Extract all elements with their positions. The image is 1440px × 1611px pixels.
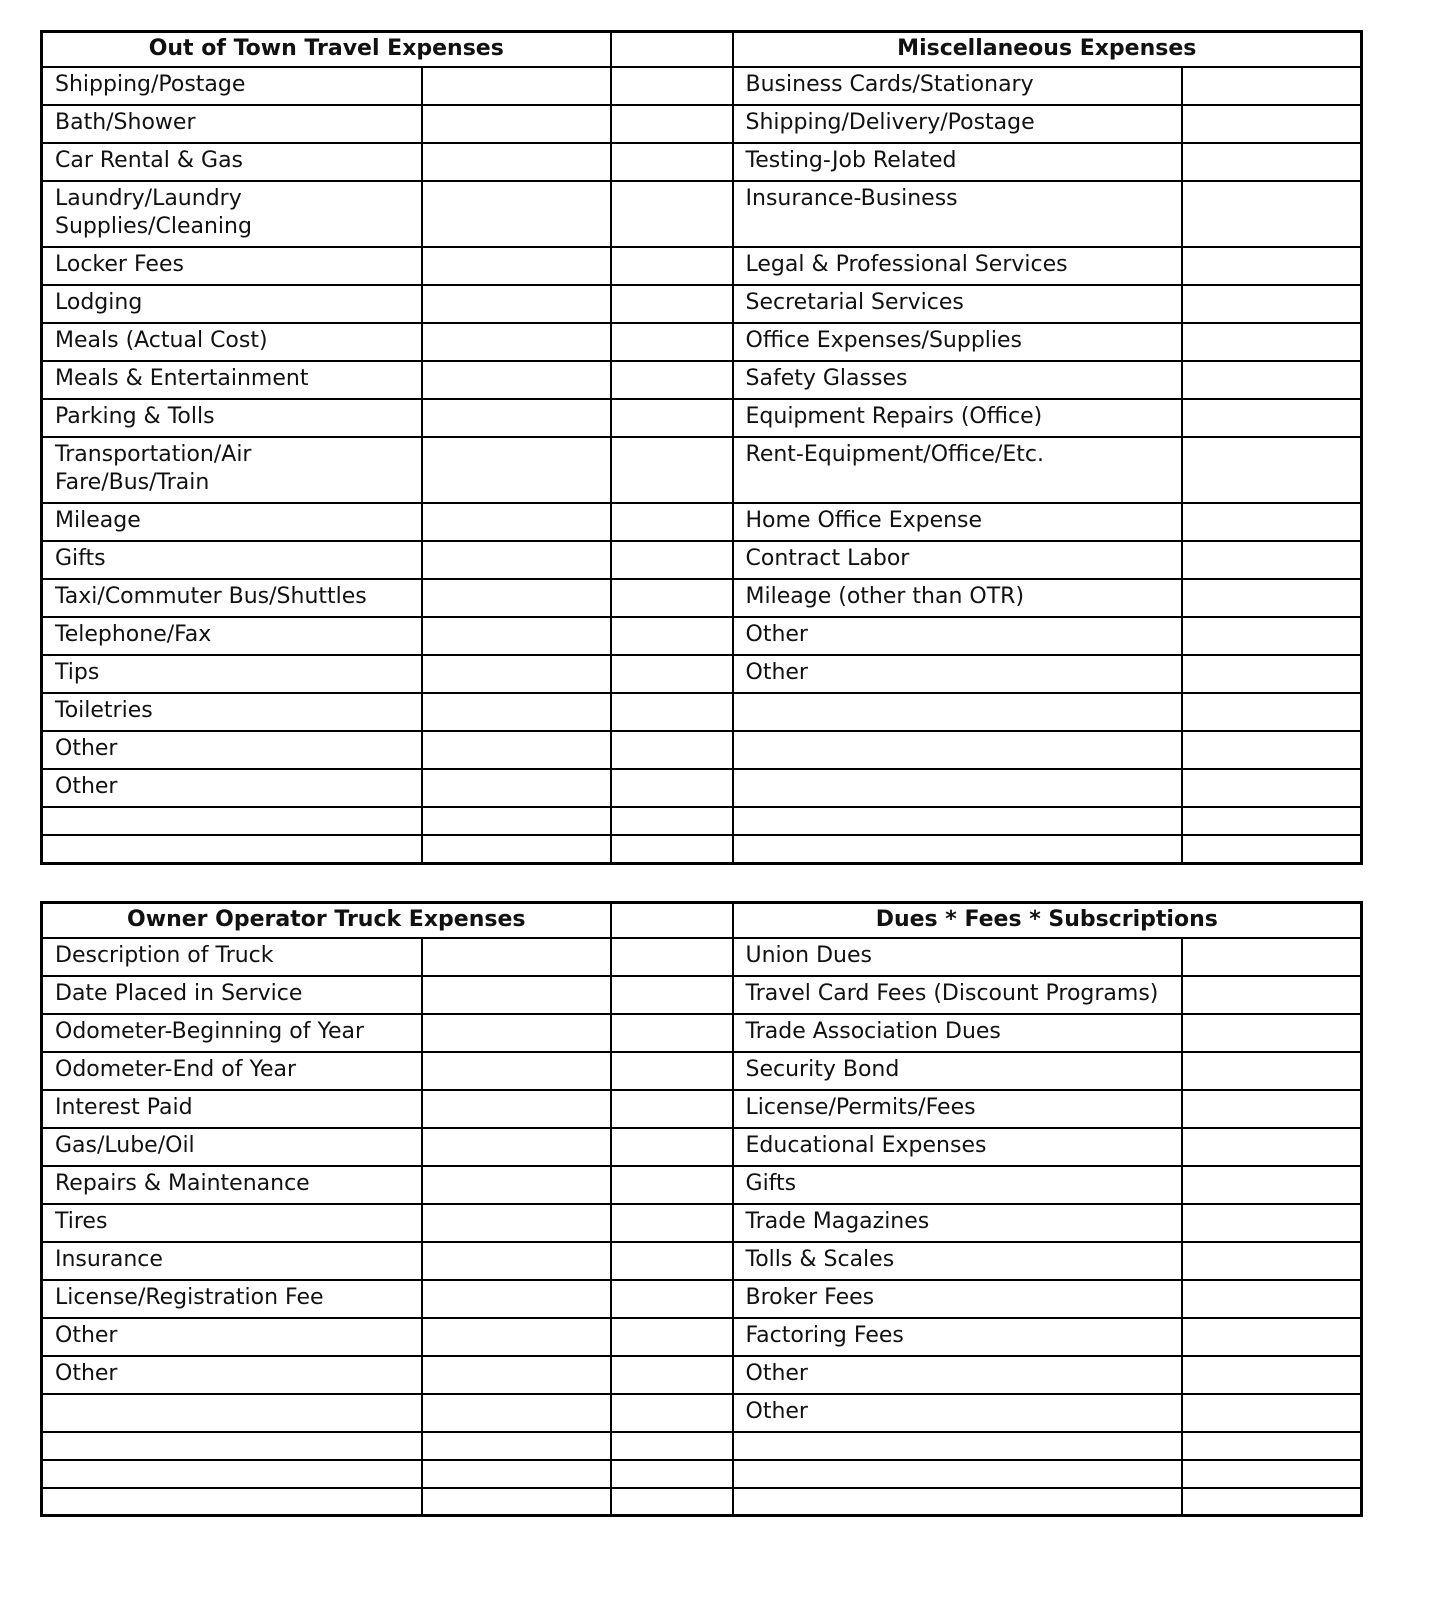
section-title-dues-fees-subscriptions: Dues * Fees * Subscriptions (733, 902, 1362, 938)
expense-label-cell: Broker Fees (733, 1280, 1182, 1318)
expense-amount-cell (1182, 1394, 1362, 1432)
expense-row (42, 399, 1362, 437)
expense-row (42, 1166, 1362, 1204)
expense-label-cell: Repairs & Maintenance (42, 1166, 422, 1204)
expense-row (42, 105, 1362, 143)
expense-row (42, 807, 1362, 835)
expense-amount-cell (422, 938, 611, 976)
expense-label-cell: Testing-Job Related (733, 143, 1182, 181)
expense-amount-cell (1182, 503, 1362, 541)
expense-label-cell: Other (733, 617, 1182, 655)
column-gap (611, 731, 733, 769)
expense-amount-cell (1182, 617, 1362, 655)
expense-label-cell: Security Bond (733, 1052, 1182, 1090)
expense-amount-cell (1182, 1356, 1362, 1394)
expense-label-cell (733, 1488, 1182, 1516)
expense-amount-cell (1182, 1488, 1362, 1516)
expense-amount-cell (422, 1204, 611, 1242)
expense-amount-cell (1182, 655, 1362, 693)
expense-label-cell: Factoring Fees (733, 1318, 1182, 1356)
expense-label-cell (733, 1460, 1182, 1488)
expense-row (42, 503, 1362, 541)
expense-amount-cell (1182, 731, 1362, 769)
column-gap (611, 617, 733, 655)
expense-amount-cell (1182, 1242, 1362, 1280)
expense-row (42, 1460, 1362, 1488)
column-gap (611, 1204, 733, 1242)
expense-row (42, 181, 1362, 247)
column-gap (611, 361, 733, 399)
expense-label-cell: Mileage (42, 503, 422, 541)
column-gap (611, 1488, 733, 1516)
column-gap (611, 1128, 733, 1166)
expense-amount-cell (1182, 1128, 1362, 1166)
expense-amount-cell (422, 1128, 611, 1166)
expense-label-cell: Lodging (42, 285, 422, 323)
expense-amount-cell (422, 976, 611, 1014)
column-gap (611, 1052, 733, 1090)
expense-label-cell (733, 1432, 1182, 1460)
expense-amount-cell (422, 181, 611, 247)
expense-amount-cell (422, 731, 611, 769)
expense-label-cell: Mileage (other than OTR) (733, 579, 1182, 617)
expense-amount-cell (422, 1280, 611, 1318)
expense-amount-cell (1182, 247, 1362, 285)
expense-label-cell: Other (733, 655, 1182, 693)
expense-label-cell: Gifts (42, 541, 422, 579)
expense-amount-cell (1182, 769, 1362, 807)
expense-label-cell: Travel Card Fees (Discount Programs) (733, 976, 1182, 1014)
expense-amount-cell (1182, 437, 1362, 503)
section-header-row (42, 32, 1362, 68)
expense-amount-cell (422, 285, 611, 323)
expense-amount-cell (422, 579, 611, 617)
column-gap (611, 1242, 733, 1280)
column-gap (611, 902, 733, 938)
expense-amount-cell (1182, 1280, 1362, 1318)
expense-amount-cell (422, 1166, 611, 1204)
column-gap (611, 541, 733, 579)
expense-amount-cell (1182, 285, 1362, 323)
expense-amount-cell (422, 1318, 611, 1356)
expense-amount-cell (422, 1090, 611, 1128)
expense-row (42, 143, 1362, 181)
expense-amount-cell (422, 1052, 611, 1090)
expense-amount-cell (422, 361, 611, 399)
expense-label-cell: Locker Fees (42, 247, 422, 285)
expense-row (42, 323, 1362, 361)
column-gap (611, 835, 733, 863)
expense-amount-cell (422, 1460, 611, 1488)
expense-row (42, 1432, 1362, 1460)
expense-amount-cell (422, 1356, 611, 1394)
expense-row (42, 976, 1362, 1014)
expense-label-cell: Shipping/Delivery/Postage (733, 105, 1182, 143)
section-title-miscellaneous: Miscellaneous Expenses (733, 32, 1362, 68)
expense-amount-cell (1182, 835, 1362, 863)
section-title-owner-operator-truck: Owner Operator Truck Expenses (42, 902, 611, 938)
expense-row (42, 938, 1362, 976)
column-gap (611, 807, 733, 835)
expense-label-cell: Toiletries (42, 693, 422, 731)
expense-amount-cell (1182, 1460, 1362, 1488)
table-truck-and-dues-expenses (40, 901, 1363, 1518)
expense-row (42, 1128, 1362, 1166)
expense-amount-cell (1182, 976, 1362, 1014)
table-travel-and-misc-expenses (40, 30, 1363, 865)
expense-label-cell (733, 835, 1182, 863)
expense-amount-cell (422, 437, 611, 503)
expense-amount-cell (422, 769, 611, 807)
column-gap (611, 1090, 733, 1128)
expense-amount-cell (422, 617, 611, 655)
expense-label-cell (733, 807, 1182, 835)
column-gap (611, 143, 733, 181)
expense-amount-cell (422, 541, 611, 579)
column-gap (611, 693, 733, 731)
expense-amount-cell (1182, 1052, 1362, 1090)
expense-amount-cell (1182, 323, 1362, 361)
expense-label-cell: Tolls & Scales (733, 1242, 1182, 1280)
expense-amount-cell (1182, 399, 1362, 437)
expense-row (42, 247, 1362, 285)
expense-label-cell: Other (42, 731, 422, 769)
expense-label-cell: Shipping/Postage (42, 67, 422, 105)
expense-label-cell (733, 693, 1182, 731)
expense-row (42, 1242, 1362, 1280)
expense-amount-cell (1182, 541, 1362, 579)
section-header-row (42, 902, 1362, 938)
column-gap (611, 181, 733, 247)
expense-label-cell: Meals (Actual Cost) (42, 323, 422, 361)
expense-label-cell: Laundry/Laundry Supplies/Cleaning (42, 181, 422, 247)
expense-label-cell (42, 1394, 422, 1432)
expense-row (42, 1394, 1362, 1432)
column-gap (611, 655, 733, 693)
expense-label-cell: Office Expenses/Supplies (733, 323, 1182, 361)
expense-amount-cell (1182, 1090, 1362, 1128)
expense-amount-cell (1182, 807, 1362, 835)
expense-amount-cell (422, 105, 611, 143)
expense-amount-cell (1182, 938, 1362, 976)
expense-row (42, 617, 1362, 655)
column-gap (611, 938, 733, 976)
expense-amount-cell (1182, 693, 1362, 731)
column-gap (611, 1014, 733, 1052)
expense-label-cell: Transportation/Air Fare/Bus/Train (42, 437, 422, 503)
expense-label-cell: License/Permits/Fees (733, 1090, 1182, 1128)
column-gap (611, 399, 733, 437)
expense-label-cell: Contract Labor (733, 541, 1182, 579)
expense-label-cell: Bath/Shower (42, 105, 422, 143)
expense-row (42, 1204, 1362, 1242)
column-gap (611, 1166, 733, 1204)
expense-amount-cell (422, 835, 611, 863)
expense-label-cell: Other (42, 769, 422, 807)
expense-amount-cell (1182, 1432, 1362, 1460)
expense-row (42, 579, 1362, 617)
expense-label-cell: Date Placed in Service (42, 976, 422, 1014)
expense-amount-cell (422, 1242, 611, 1280)
expense-label-cell: Educational Expenses (733, 1128, 1182, 1166)
expense-label-cell: Secretarial Services (733, 285, 1182, 323)
expense-label-cell (733, 769, 1182, 807)
expense-label-cell: Tips (42, 655, 422, 693)
expense-label-cell: Home Office Expense (733, 503, 1182, 541)
column-gap (611, 579, 733, 617)
expense-amount-cell (422, 1488, 611, 1516)
expense-amount-cell (1182, 1014, 1362, 1052)
expense-label-cell (42, 1432, 422, 1460)
expense-row (42, 285, 1362, 323)
expense-label-cell: Other (42, 1356, 422, 1394)
expense-amount-cell (1182, 361, 1362, 399)
column-gap (611, 1432, 733, 1460)
expense-amount-cell (422, 1394, 611, 1432)
expense-label-cell: Interest Paid (42, 1090, 422, 1128)
expense-amount-cell (422, 1014, 611, 1052)
expense-label-cell: Taxi/Commuter Bus/Shuttles (42, 579, 422, 617)
expense-label-cell: Safety Glasses (733, 361, 1182, 399)
expense-row (42, 1052, 1362, 1090)
expense-row (42, 437, 1362, 503)
section-title-out-of-town-travel: Out of Town Travel Expenses (42, 32, 611, 68)
expense-amount-cell (422, 143, 611, 181)
expense-row (42, 655, 1362, 693)
expense-amount-cell (422, 1432, 611, 1460)
expense-label-cell: Equipment Repairs (Office) (733, 399, 1182, 437)
expense-label-cell: Odometer-End of Year (42, 1052, 422, 1090)
expense-label-cell: Legal & Professional Services (733, 247, 1182, 285)
expense-label-cell: Trade Magazines (733, 1204, 1182, 1242)
expense-amount-cell (1182, 67, 1362, 105)
column-gap (611, 247, 733, 285)
expense-label-cell (42, 835, 422, 863)
expense-label-cell: Telephone/Fax (42, 617, 422, 655)
expense-row (42, 731, 1362, 769)
expense-label-cell: Car Rental & Gas (42, 143, 422, 181)
expense-label-cell: Odometer-Beginning of Year (42, 1014, 422, 1052)
expense-label-cell: Other (733, 1356, 1182, 1394)
expense-row (42, 1090, 1362, 1128)
expense-label-cell (42, 1460, 422, 1488)
expense-label-cell: Trade Association Dues (733, 1014, 1182, 1052)
expense-amount-cell (1182, 1166, 1362, 1204)
expense-row (42, 67, 1362, 105)
expense-label-cell: Other (733, 1394, 1182, 1432)
expense-amount-cell (1182, 143, 1362, 181)
expense-row (42, 769, 1362, 807)
expense-row (42, 1356, 1362, 1394)
expense-amount-cell (1182, 1318, 1362, 1356)
expense-amount-cell (422, 323, 611, 361)
expense-label-cell: Gas/Lube/Oil (42, 1128, 422, 1166)
expense-amount-cell (422, 503, 611, 541)
expense-row (42, 361, 1362, 399)
column-gap (611, 105, 733, 143)
expense-label-cell: Rent-Equipment/Office/Etc. (733, 437, 1182, 503)
expense-amount-cell (422, 247, 611, 285)
expense-label-cell: Union Dues (733, 938, 1182, 976)
expense-amount-cell (422, 67, 611, 105)
column-gap (611, 1460, 733, 1488)
expense-label-cell: Description of Truck (42, 938, 422, 976)
expense-label-cell (42, 807, 422, 835)
expense-amount-cell (422, 693, 611, 731)
expense-amount-cell (1182, 181, 1362, 247)
expense-label-cell: Tires (42, 1204, 422, 1242)
column-gap (611, 976, 733, 1014)
expense-row (42, 693, 1362, 731)
expense-row (42, 1280, 1362, 1318)
expense-label-cell: Parking & Tolls (42, 399, 422, 437)
column-gap (611, 1394, 733, 1432)
column-gap (611, 32, 733, 68)
expense-amount-cell (1182, 105, 1362, 143)
expense-label-cell: License/Registration Fee (42, 1280, 422, 1318)
expense-amount-cell (422, 807, 611, 835)
expense-row (42, 835, 1362, 863)
column-gap (611, 1356, 733, 1394)
column-gap (611, 503, 733, 541)
expense-label-cell: Business Cards/Stationary (733, 67, 1182, 105)
column-gap (611, 769, 733, 807)
column-gap (611, 67, 733, 105)
expense-row (42, 541, 1362, 579)
expense-label-cell: Gifts (733, 1166, 1182, 1204)
expense-label-cell: Insurance (42, 1242, 422, 1280)
expense-label-cell: Meals & Entertainment (42, 361, 422, 399)
column-gap (611, 1318, 733, 1356)
expense-amount-cell (422, 655, 611, 693)
column-gap (611, 285, 733, 323)
column-gap (611, 1280, 733, 1318)
column-gap (611, 437, 733, 503)
expense-label-cell (733, 731, 1182, 769)
expense-amount-cell (422, 399, 611, 437)
expense-label-cell (42, 1488, 422, 1516)
expense-row (42, 1318, 1362, 1356)
expense-row (42, 1014, 1362, 1052)
expense-label-cell: Insurance-Business (733, 181, 1182, 247)
column-gap (611, 323, 733, 361)
expense-row (42, 1488, 1362, 1516)
expense-amount-cell (1182, 1204, 1362, 1242)
expense-amount-cell (1182, 579, 1362, 617)
expense-label-cell: Other (42, 1318, 422, 1356)
